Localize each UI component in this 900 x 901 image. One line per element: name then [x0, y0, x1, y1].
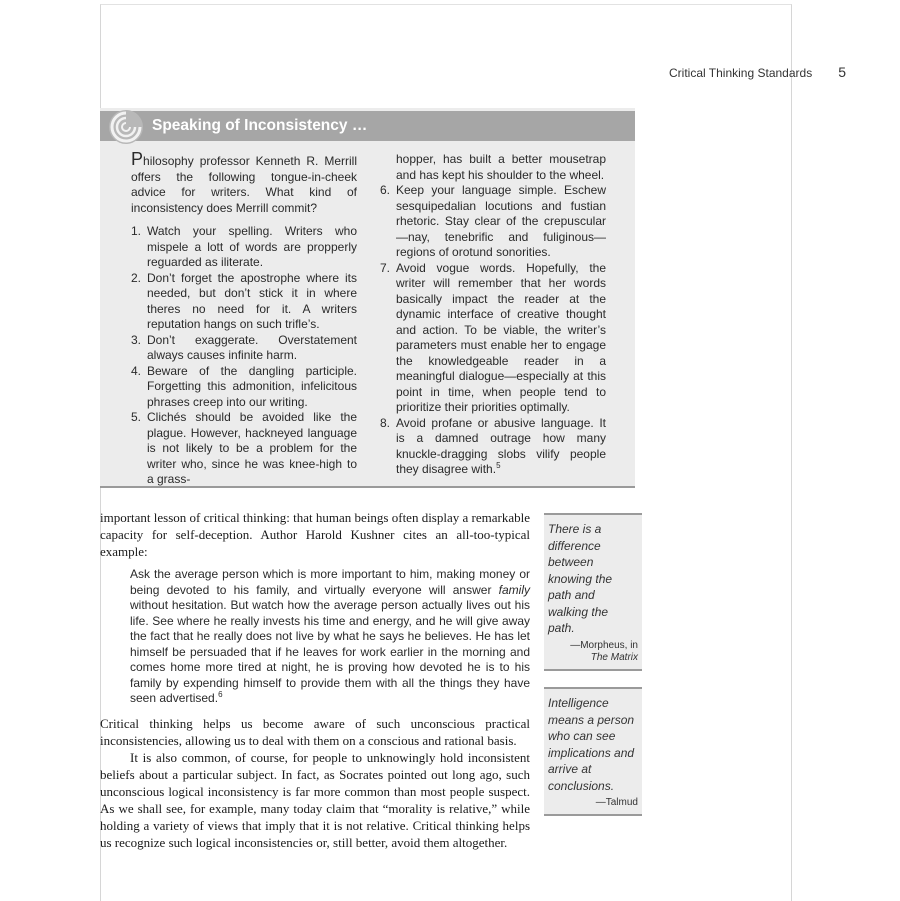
- list-item: [380, 261, 606, 416]
- swirl-icon: [104, 107, 148, 145]
- box-right-column: [380, 152, 606, 488]
- item-text: Beware of the dangling participle. Forgetting this admonition, infelicitous phrases creep into our writing.: [147, 363, 357, 409]
- footnote-ref: 5: [496, 461, 501, 470]
- page-number: 5: [838, 64, 846, 80]
- running-head-title: Critical Thinking Standards: [669, 66, 813, 80]
- list-item: [131, 333, 357, 364]
- item-number: 6.: [380, 183, 391, 197]
- sidebar-quote-text: Intelligence means a person who can see implications and arrive at conclusions.: [548, 696, 635, 793]
- item-text: Watch your spelling. Writers who mispele a lott of words are propperly reguarded as iliterate.: [147, 224, 357, 269]
- quote-emphasis: family: [498, 582, 530, 597]
- item-8-text: Avoid profane or abusive language. It is a damned outrage how many knuckle-dragging slobs vilify people they disagree with.: [396, 415, 606, 476]
- item-number: 7.: [380, 260, 391, 275]
- sidebar-quote-2: [544, 687, 642, 816]
- sidebar-quote-1: [544, 513, 642, 671]
- block-quote: [130, 567, 530, 707]
- item-number: 8.: [380, 415, 391, 430]
- paragraph-1: important lesson of critical thinking: that human beings often display a remarkable capacity for self-deception. Author Harold Kushner cites an all-too-typical example:: [100, 510, 530, 559]
- list-item: [131, 364, 357, 411]
- box-title: Speaking of Inconsistency …: [152, 117, 368, 134]
- item-text: Don’t exaggerate. Overstatement always causes infinite harm.: [147, 332, 357, 362]
- paragraph-2: Critical thinking helps us become aware of such unconscious practical inconsistencies, allowing us to deal with them on a conscious and rational basis.: [100, 715, 530, 748]
- item-text: Avoid vogue words. Hopefully, the writer will remember that her words basically impact the reader at the dynamic interface of creative thought and action. To be viable, the writer’s parameters must enable her to engage the knowledgeable reader in a meaningful dialogue—especially at this point in time, when people tend to prioritize their priorities optimally.: [396, 260, 606, 414]
- list-item: [380, 416, 606, 478]
- attribution-name: —Talmud: [595, 797, 638, 808]
- box-header: [100, 111, 635, 141]
- item-number: 1.: [131, 224, 142, 238]
- list-item: [131, 410, 357, 488]
- item-text: Clichés should be avoided like the plague. However, hackneyed language is not likely to be a problem for the writer who, since he was knee-high to a grass-: [147, 410, 357, 486]
- item-number: 4.: [131, 363, 142, 378]
- quote-part-2: without hesitation. But watch how the average person actually lives out his life. See where he really invests his time and energy, and he will give away the fact that he really does not live by what he says he believes. He has let himself be persuaded that if he leaves for work earlier in the morning and comes home more tired at night, he is proving how devoted he is to his family by expending himself to provide them with all the things they have seen advertised.: [130, 598, 530, 705]
- item-number: 5.: [131, 410, 142, 424]
- item-text: [396, 416, 606, 478]
- item-number: 3.: [131, 332, 142, 347]
- running-head: [669, 64, 846, 80]
- item-text: Don’t forget the apostrophe where its needed, but don’t stick it in where theres no need for it. A writers reputation hangs on such trifle’s.: [147, 270, 357, 331]
- box-left-column: [131, 149, 357, 488]
- paragraph-3: It is also common, of course, for people to unknowingly hold inconsistent beliefs about a particular subject. In fact, as Socrates pointed out long ago, such unconscious logical inconsistency is far more common than most people suspect. As we shall see, for example, many today claim that “morality is relative,” while holding a variety of views that imply that it is not relative. Critical thinking helps us recognize such logical inconsistencies or, still better, avoid them altogether.: [100, 749, 530, 850]
- intro-text: hilosophy professor Kenneth R. Merrill offers the following tongue-in-cheek advice for writers. What kind of inconsistency does Merrill commit?: [131, 154, 357, 215]
- attribution-name: —Morpheus, in: [570, 639, 638, 651]
- item-5-continued: hopper, has built a better mousetrap and has kept his shoulder to the wheel.: [396, 152, 606, 182]
- list-item: [131, 224, 357, 271]
- intro-dropcap: P: [131, 149, 144, 169]
- list-item: [380, 183, 606, 261]
- box-intro: [131, 149, 357, 216]
- footnote-ref: 6: [218, 690, 223, 699]
- list-item: [131, 271, 357, 333]
- item-number: 2.: [131, 270, 142, 285]
- item-text: Keep your language simple. Eschew sesquipedalian locutions and fustian rhetoric. Stay clear of the crepuscular—nay, tenebrific and fuliginous—regions of orotund sonorities.: [396, 183, 606, 259]
- body-text: [100, 509, 530, 851]
- attribution-source: The Matrix: [590, 651, 638, 663]
- inconsistency-box: [100, 108, 635, 488]
- sidebar-quote-text: There is a difference between knowing the path and walking the path.: [548, 522, 613, 635]
- quote-part-1: Ask the average person which is more important to him, making money or being devoted to his family, and virtually everyone will answer: [130, 567, 530, 597]
- sidebar-attribution: [548, 797, 638, 809]
- sidebar-attribution: [548, 640, 638, 664]
